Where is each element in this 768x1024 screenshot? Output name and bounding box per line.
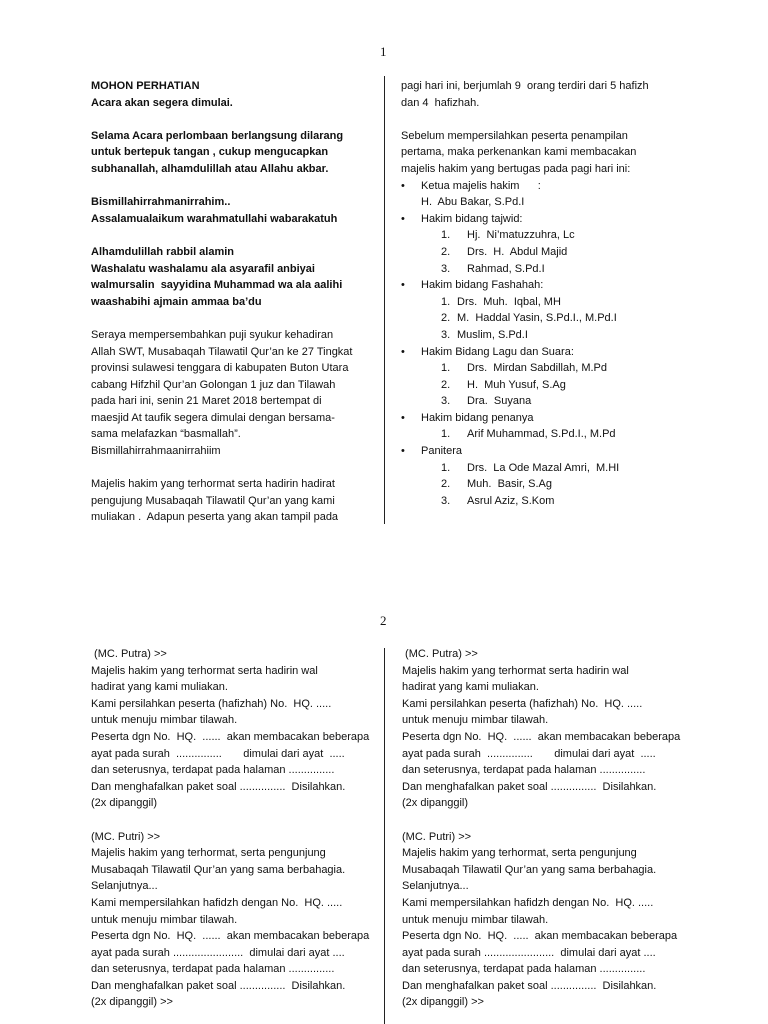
judge-member	[421, 244, 701, 261]
script-line: hadirat yang kami muliakan.	[402, 681, 539, 694]
script-line: untuk menuju mimbar tilawah.	[402, 913, 549, 926]
judge-member-name: H. Muh Yusuf, S.Ag	[467, 378, 566, 391]
announcement-line: walmursalin sayyidina Muhammad wa ala aalihi	[91, 279, 343, 292]
script-line: dan seterusnya, terdapat pada halaman ...............	[91, 764, 335, 777]
paragraph-gap	[91, 111, 379, 128]
script-line: (MC. Putri) >>	[91, 830, 161, 843]
page-number-2: 2	[380, 613, 387, 628]
page2-left-column	[91, 646, 379, 1011]
judge-member-name: Drs. Muh. Iqbal, MH	[457, 295, 561, 308]
announcement-line: cabang Hifzhil Qur’an Golongan 1 juz dan Tilawah	[91, 378, 336, 391]
judges-list	[401, 178, 701, 510]
script-line: Kami mempersilahkan hafidzh dengan No. HQ. .....	[91, 896, 343, 909]
announcement-line: Allah SWT, Musabaqah Tilawatil Qur’an ke 27 Tingkat	[91, 345, 353, 358]
page2-right-column	[402, 646, 702, 1011]
script-line: (MC. Putri) >>	[402, 830, 472, 843]
judge-member	[421, 294, 701, 311]
bullet-icon: •	[401, 411, 405, 424]
announcement-line: MOHON PERHATIAN	[91, 80, 200, 92]
script-line: Musabaqah Tilawatil Qur’an yang sama berbahagia.	[402, 863, 657, 876]
judge-group-title: Hakim bidang penanya	[421, 411, 534, 424]
script-line: Dan menghafalkan paket soal ............... Disilahkan.	[91, 780, 346, 793]
script-line: Selanjutnya...	[402, 880, 469, 893]
announcement-line: Assalamualaikum warahmatullahi wabarakatuh	[91, 212, 338, 225]
paragraph-gap	[91, 178, 379, 195]
script-line: Peserta dgn No. HQ. ...... akan membacakan beberapa	[402, 730, 681, 743]
judge-group	[401, 344, 701, 410]
judge-members	[421, 426, 701, 443]
script-line: ayat pada surah ....................... dimulai dari ayat ....	[402, 946, 656, 959]
judge-group-title: Hakim Bidang Lagu dan Suara:	[421, 345, 574, 358]
judge-group	[401, 443, 701, 509]
judge-member	[421, 460, 701, 477]
judge-member	[421, 476, 701, 493]
list-number: 1.	[441, 461, 451, 474]
script-line: Majelis hakim yang terhormat, serta pengunjung	[402, 847, 637, 860]
script-line: Peserta dgn No. HQ. ...... akan membacakan beberapa	[91, 930, 370, 943]
paragraph-gap	[401, 111, 701, 128]
script-line: (2x dipanggil) >>	[402, 996, 484, 1009]
bullet-icon: •	[401, 345, 405, 358]
list-number: 3.	[441, 328, 451, 341]
paragraph-gap	[91, 310, 379, 327]
judge-member-name: Hj. Ni’matuzzuhra, Lc	[467, 229, 575, 242]
script-line: Musabaqah Tilawatil Qur’an yang sama berbahagia.	[91, 863, 346, 876]
script-line: (MC. Putra) >>	[402, 648, 478, 660]
judge-member-name: Drs. H. Abdul Majid	[467, 245, 568, 258]
script-line: Dan menghafalkan paket soal ............... Disilahkan.	[402, 979, 657, 992]
announcement-line: untuk bertepuk tangan , cukup mengucapkan	[91, 146, 329, 159]
script-line: Dan menghafalkan paket soal ............... Disilahkan.	[402, 780, 657, 793]
judge-members	[421, 460, 701, 510]
judge-member	[421, 261, 701, 278]
bullet-icon: •	[401, 445, 405, 458]
script-line: ayat pada surah ............... dimulai dari ayat .....	[91, 747, 345, 760]
script-line: (MC. Putra) >>	[91, 648, 167, 660]
judge-member	[421, 360, 701, 377]
judge-member	[421, 393, 701, 410]
column-divider-2	[384, 648, 385, 1024]
announcement-line: sama melafazkan “basmallah”.	[91, 428, 241, 441]
judge-member	[421, 310, 701, 327]
judge-member-name: Dra. Suyana	[467, 395, 532, 408]
announcement-line: muliakan . Adapun peserta yang akan tampil pada	[91, 511, 339, 524]
paragraph-gap	[91, 460, 379, 477]
bullet-icon: •	[401, 179, 405, 192]
script-line: untuk menuju mimbar tilawah.	[91, 913, 238, 926]
judge-member-name: Muh. Basir, S.Ag	[467, 478, 552, 491]
intro-line: pagi hari ini, berjumlah 9 orang terdiri dari 5 hafizh	[401, 80, 649, 92]
announcement-line: Selama Acara perlombaan berlangsung dilarang	[91, 129, 344, 142]
page1-left-column	[91, 78, 379, 526]
script-line: dan seterusnya, terdapat pada halaman ...............	[402, 963, 646, 976]
judge-member	[421, 227, 701, 244]
page1-right-column	[401, 78, 701, 509]
script-line: Kami persilahkan peserta (hafizhah) No. HQ. .....	[91, 697, 332, 710]
list-number: 1.	[441, 295, 451, 308]
judge-member-name: Drs. La Ode Mazal Amri, M.HI	[467, 461, 620, 474]
script-line: Majelis hakim yang terhormat serta hadirin wal	[402, 664, 629, 677]
script-line: (2x dipanggil)	[402, 797, 469, 810]
script-line: dan seterusnya, terdapat pada halaman ...............	[402, 764, 646, 777]
judge-group	[401, 178, 701, 211]
judge-member	[421, 327, 701, 344]
judge-members	[421, 360, 701, 410]
judge-group-title: Hakim bidang Fashahah:	[421, 279, 544, 292]
script-line: Dan menghafalkan paket soal ............... Disilahkan.	[91, 979, 346, 992]
judge-member	[421, 377, 701, 394]
judge-member-name: Asrul Aziz, S.Kom	[467, 494, 555, 507]
list-number: 3.	[441, 494, 451, 507]
script-line: Majelis hakim yang terhormat, serta pengunjung	[91, 847, 326, 860]
script-line: Kami mempersilahkan hafidzh dengan No. HQ. .....	[402, 896, 654, 909]
judge-group	[401, 211, 701, 277]
script-line: ayat pada surah ....................... dimulai dari ayat ....	[91, 946, 345, 959]
script-line: untuk menuju mimbar tilawah.	[402, 714, 549, 727]
announcement-line: Bismillahirrahmanirrahim..	[91, 196, 231, 209]
list-number: 3.	[441, 262, 451, 275]
announcement-line: Acara akan segera dimulai.	[91, 96, 233, 109]
judge-member-name: Arif Muhammad, S.Pd.I., M.Pd	[467, 428, 616, 441]
judge-name: H. Abu Bakar, S.Pd.I	[421, 196, 525, 209]
paragraph-gap	[91, 812, 379, 829]
judge-member-name: Drs. Mirdan Sabdillah, M.Pd	[467, 362, 607, 375]
intro-line: Sebelum mempersilahkan peserta penampilan	[401, 129, 628, 142]
announcement-line: waashabihi ajmain ammaa ba’du	[91, 295, 262, 308]
script-line: Peserta dgn No. HQ. ..... akan membacakan beberapa	[402, 930, 678, 943]
announcement-line: maesjid At taufik segera dimulai dengan bersama-	[91, 411, 335, 424]
script-line: Majelis hakim yang terhormat serta hadirin wal	[91, 664, 318, 677]
judge-members	[421, 294, 701, 344]
paragraph-gap	[91, 227, 379, 244]
announcement-line: Bismillahirrahmaanirrahiim	[91, 445, 221, 458]
list-number: 2.	[441, 378, 451, 391]
announcement-line: Alhamdulillah rabbil alamin	[91, 245, 235, 258]
judge-group-title: Panitera	[421, 445, 462, 458]
list-number: 1.	[441, 428, 451, 441]
list-number: 1.	[441, 362, 451, 375]
paragraph-gap	[402, 812, 702, 829]
list-number: 2.	[441, 245, 451, 258]
announcement-line: pada hari ini, senin 21 Maret 2018 bertempat di	[91, 395, 322, 408]
intro-line: dan 4 hafizhah.	[401, 96, 480, 109]
script-line: dan seterusnya, terdapat pada halaman ...............	[91, 963, 335, 976]
announcement-line: Washalatu washalamu ala asyarafil anbiyai	[91, 262, 315, 275]
judge-group	[401, 277, 701, 343]
script-line: Kami persilahkan peserta (hafizhah) No. HQ. .....	[402, 697, 643, 710]
announcement-line: Majelis hakim yang terhormat serta hadirin hadirat	[91, 478, 335, 491]
judge-group-title: Ketua majelis hakim :	[421, 179, 541, 192]
script-line: Peserta dgn No. HQ. ...... akan membacakan beberapa	[91, 730, 370, 743]
judge-member-name: Muslim, S.Pd.I	[457, 328, 528, 341]
script-line: untuk menuju mimbar tilawah.	[91, 714, 238, 727]
announcement-line: provinsi sulawesi tenggara di kabupaten Buton Utara	[91, 362, 349, 375]
intro-line: majelis hakim yang bertugas pada pagi hari ini:	[401, 162, 631, 175]
judge-group	[401, 410, 701, 443]
bullet-icon: •	[401, 279, 405, 292]
announcement-line: subhanallah, alhamdulillah atau Allahu akbar.	[91, 162, 329, 175]
announcement-line: pengujung Musabaqah Tilawatil Qur’an yang kami	[91, 494, 335, 507]
list-number: 2.	[441, 478, 451, 491]
announcement-line: Seraya mempersembahkan puji syukur kehadiran	[91, 328, 334, 341]
script-line: ayat pada surah ............... dimulai dari ayat .....	[402, 747, 656, 760]
judge-member	[421, 426, 701, 443]
column-divider-1	[384, 76, 385, 524]
judge-member	[421, 493, 701, 510]
script-line: Selanjutnya...	[91, 880, 158, 893]
judge-member-name: M. Haddal Yasin, S.Pd.I., M.Pd.I	[457, 312, 617, 325]
judges-intro	[401, 78, 701, 178]
list-number: 1.	[441, 229, 451, 242]
script-line: hadirat yang kami muliakan.	[91, 681, 228, 694]
judge-members	[421, 227, 701, 277]
script-line: (2x dipanggil)	[91, 797, 158, 810]
page-number-1: 1	[380, 44, 387, 59]
list-number: 2.	[441, 312, 451, 325]
script-line: (2x dipanggil) >>	[91, 996, 173, 1009]
list-number: 3.	[441, 395, 451, 408]
bullet-icon: •	[401, 212, 405, 225]
judge-member-name: Rahmad, S.Pd.I	[467, 262, 545, 275]
intro-line: pertama, maka perkenankan kami membacakan	[401, 146, 637, 159]
judge-group-title: Hakim bidang tajwid:	[421, 212, 523, 225]
